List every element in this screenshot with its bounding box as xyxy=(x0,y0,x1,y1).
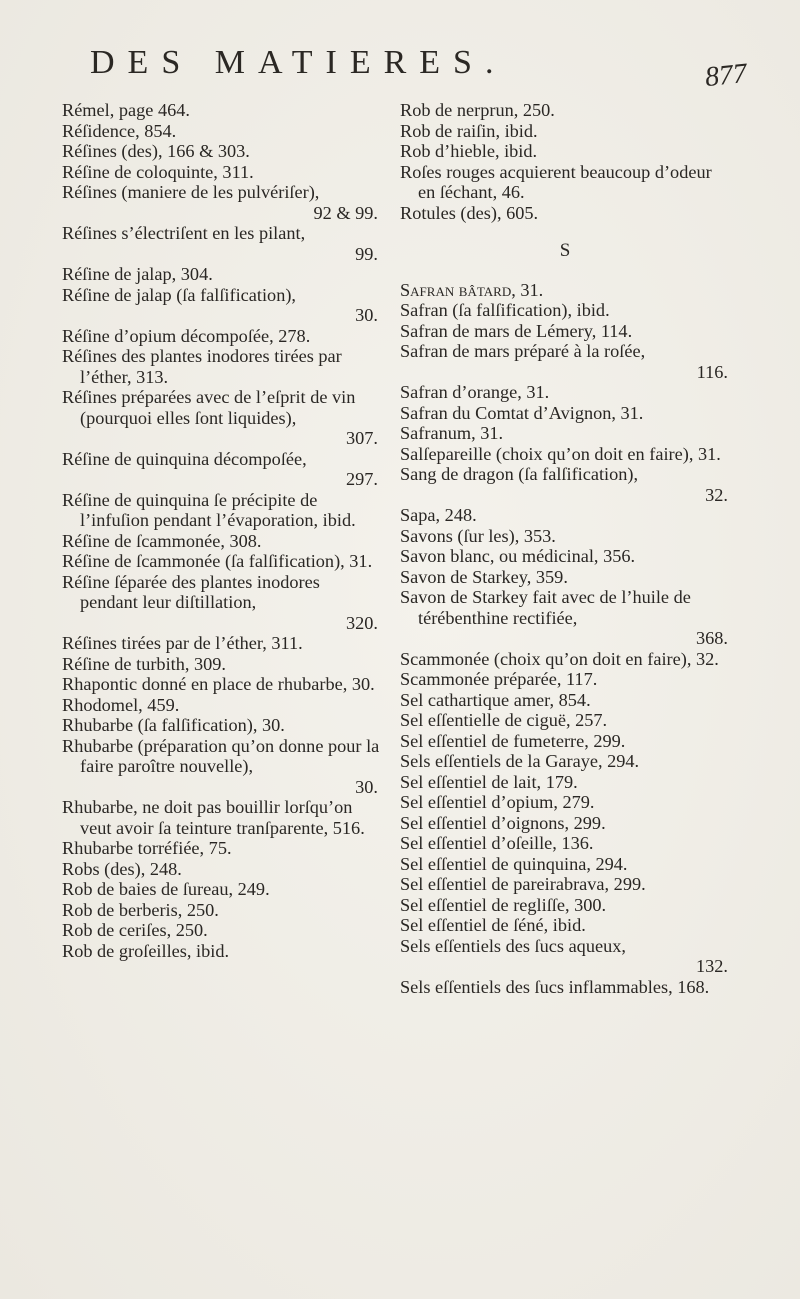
index-entry: Réſines (maniere de les pulvériſer), xyxy=(62,182,320,202)
index-entry: Safran de mars préparé à la roſée, xyxy=(400,341,646,361)
index-entry: Roſes rouges acquierent beaucoup d’odeur en ſéchant, 46. xyxy=(400,161,712,202)
index-entry: Safran d’orange, 31. xyxy=(400,382,550,402)
index-entry: Rob de baies de ſureau, 249. xyxy=(62,879,270,899)
index-entry: Scammonée préparée, 117. xyxy=(400,669,598,689)
index-entry: Rhubarbe torréfiée, 75. xyxy=(62,838,232,858)
index-entry: Savon de Starkey fait avec de l’huile de térébenthine rectifiée, xyxy=(400,587,691,628)
index-entry: Rémel, page 464. xyxy=(62,100,190,120)
page-reference: 307. xyxy=(346,428,378,448)
index-entry: Sang de dragon (ſa falſification), xyxy=(400,464,639,484)
index-entry: Réſine de jalap (ſa falſification), xyxy=(62,284,296,305)
page-reference: 320. xyxy=(346,612,378,633)
index-entry: Rhubarbe, ne doit pas bouillir lorſqu’on veut avoir ſa teinture tranſparente, 516. xyxy=(62,797,365,838)
index-entry: Réſines tirées par de l’éther, 311. xyxy=(62,633,303,653)
page-reference: 32. xyxy=(705,484,728,505)
index-entry: Sels eſſentiels des ſucs inflammables, 168. xyxy=(400,976,710,997)
index-entry: Sel eſſentiel de pareirabrava, 299. xyxy=(400,874,646,894)
index-entry: Sel eſſentiel d’opium, 279. xyxy=(400,792,595,812)
index-entry: Réſines des plantes inodores tirées par l’éther, 313. xyxy=(62,346,342,387)
index-entry: Réſine de quinquina décompoſée, xyxy=(62,448,307,469)
index-entry: Sel eſſentielle de ciguë, 257. xyxy=(400,710,608,730)
index-entry: Rotules (des), 605. xyxy=(400,202,539,223)
index-entry: Safran bâtard, 31. xyxy=(400,279,544,300)
index-entry: Réſines s’électriſent en les pilant, xyxy=(62,223,306,243)
index-entry: Réſines (des), 166 & 303. xyxy=(62,141,250,161)
index-entry: Rob de groſeilles, ibid. xyxy=(62,940,230,961)
index-entry: Salſepareille (choix qu’on doit en faire), 31. xyxy=(400,443,721,464)
index-entry: Sel eſſentiel de fumeterre, 299. xyxy=(400,730,626,751)
index-column-left xyxy=(62,100,382,961)
index-entry: Robs (des), 248. xyxy=(62,858,182,879)
index-entry: Savons (ſur les), 353. xyxy=(400,525,556,546)
index-entry: Réſines préparées avec de l’eſprit de vin (pourquoi elles ſont liquides), xyxy=(62,387,356,428)
index-entry: Réſine de coloquinte, 311. xyxy=(62,161,254,182)
index-entry: Réſine de jalap, 304. xyxy=(62,264,213,284)
index-entry: Rob de berberis, 250. xyxy=(62,899,219,920)
index-entry: Rob de nerprun, 250. xyxy=(400,100,555,120)
page-number: 877 xyxy=(703,57,749,94)
index-entry: Réſine de ſcammonée (ſa falſification), 31. xyxy=(62,551,373,571)
index-entry: Savon blanc, ou médicinal, 356. xyxy=(400,546,636,566)
index-entry: Sel eſſentiel de ſéné, ibid. xyxy=(400,915,586,935)
page-reference: 116. xyxy=(696,361,728,382)
index-entry: Safranum, 31. xyxy=(400,423,504,443)
index-entry: Réſine de turbith, 309. xyxy=(62,653,226,674)
page-reference: 92 & 99. xyxy=(313,202,378,223)
page-reference: 368. xyxy=(696,628,728,648)
index-entry: Sels eſſentiels de la Garaye, 294. xyxy=(400,751,640,771)
index-entry: Safran de mars de Lémery, 114. xyxy=(400,320,633,341)
index-entry: Réſidence, 854. xyxy=(62,120,177,141)
page-reference: 30. xyxy=(355,776,378,797)
index-entry: Rhubarbe (préparation qu’on donne pour la faire paroître nouvelle), xyxy=(62,735,380,776)
index-entry: Rhubarbe (ſa falſification), 30. xyxy=(62,715,285,735)
index-entry: Sel eſſentiel de lait, 179. xyxy=(400,771,578,792)
index-column-right xyxy=(400,100,732,997)
index-entry: Rob de raiſin, ibid. xyxy=(400,120,538,141)
page-reference: 132. xyxy=(696,956,728,976)
index-entry: Rhapontic donné en place de rhubarbe, 30. xyxy=(62,674,375,694)
index-entry: Scammonée (choix qu’on doit en faire), 32. xyxy=(400,648,719,669)
index-entry: Réſine de quinquina ſe précipite de l’infuſion pendant l’évaporation, ibid. xyxy=(62,489,356,530)
index-entry: Safran du Comtat d’Avignon, 31. xyxy=(400,402,644,423)
index-entry: Safran (ſa falſification), ibid. xyxy=(400,300,610,320)
index-entry: Sapa, 248. xyxy=(400,505,477,525)
index-entry: Savon de Starkey, 359. xyxy=(400,566,568,587)
page-reference: 99. xyxy=(355,243,378,264)
index-entry: Réſine d’opium décompoſée, 278. xyxy=(62,325,311,346)
index-entry: Réſine de ſcammonée, 308. xyxy=(62,530,262,551)
index-entry: Rob d’hieble, ibid. xyxy=(400,141,538,161)
index-entry: Sel eſſentiel de regliſſe, 300. xyxy=(400,894,607,915)
index-entry: Rhodomel, 459. xyxy=(62,694,180,715)
index-entry: Sel eſſentiel d’oſeille, 136. xyxy=(400,833,594,853)
page-reference: 30. xyxy=(355,305,378,325)
index-entry: Sels eſſentiels des ſucs aqueux, xyxy=(400,935,626,956)
index-entry: Rob de ceriſes, 250. xyxy=(62,920,208,940)
running-head-title: DES MATIERES. xyxy=(90,44,507,81)
index-entry: Réſine ſéparée des plantes inodores pendant leur diſtillation, xyxy=(62,571,320,612)
index-entry: Sel cathartique amer, 854. xyxy=(400,689,591,710)
index-entry: Sel eſſentiel de quinquina, 294. xyxy=(400,853,628,874)
index-entry: Sel eſſentiel d’oignons, 299. xyxy=(400,812,606,833)
section-letter: S xyxy=(559,240,573,261)
page-reference: 297. xyxy=(346,469,378,489)
